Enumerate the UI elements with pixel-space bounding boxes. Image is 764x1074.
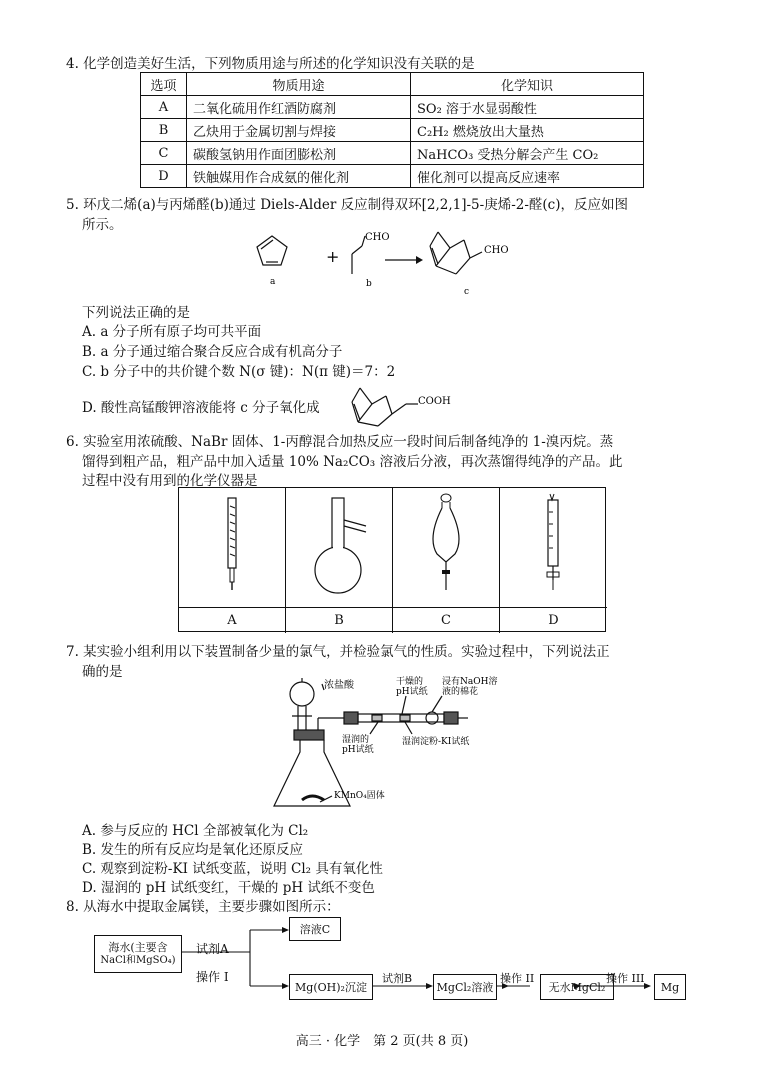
page-footer: 高三 · 化学 第 2 页(共 8 页) [295, 1034, 469, 1049]
label-starch-ki: 湿润淀粉-KI试纸 [402, 737, 470, 747]
instrument-label-a: A [179, 607, 285, 633]
cho-label-c: CHO [484, 245, 509, 256]
separatory-funnel-icon [393, 488, 500, 606]
thermometer-icon [179, 488, 286, 606]
table-cell: NaHCO₃ 受热分解会产生 CO₂ [411, 142, 644, 165]
instrument-cell-d [500, 488, 607, 633]
cooh-label: COOH [418, 396, 451, 407]
instrument-label-b: B [286, 607, 392, 633]
q7-option-a: A. 参与反应的 HCl 全部被氧化为 Cl₂ [82, 823, 309, 839]
table-cell: SO₂ 溶于水显弱酸性 [411, 96, 644, 119]
label-a: a [270, 277, 276, 287]
q5-option-a: A. a 分子所有原子均可共平面 [82, 324, 262, 340]
q5-option-b: B. a 分子通过缩合聚合反应合成有机高分子 [82, 344, 343, 360]
cho-label-b: CHO [365, 232, 390, 243]
table-cell: A [141, 96, 187, 119]
q6-stem-line2: 馏得到粗产品，粗产品中加入适量 10% Na₂CO₃ 溶液后分液，再次蒸馏得纯净的产品。此 [82, 454, 623, 470]
label-dry-ph-1: 干燥的 [396, 677, 424, 687]
label-kmno4: KMnO₄固体 [334, 791, 385, 801]
table-cell: 乙炔用于金属切割与焊接 [187, 119, 411, 142]
q6-stem-line3: 过程中没有用到的化学仪器是 [82, 473, 258, 489]
norbornene-carboxylic-acid-structure [348, 382, 468, 428]
seawater-line2: NaCl和MgSO₄) [100, 955, 176, 966]
table-cell: 铁触媒用作合成氨的催化剂 [187, 165, 411, 188]
mgcl2-solution-box: MgCl₂溶液 [433, 974, 497, 1000]
instrument-label-d: D [500, 607, 607, 633]
anhydrous-mgcl2-box: 无水MgCl₂ [540, 974, 614, 1000]
q5-stem-line2: 所示。 [82, 217, 123, 233]
operation-2-label: 操作 II [500, 972, 535, 985]
q5-option-c: C. b 分子中的共价键个数 N(σ 键)：N(π 键)＝7：2 [82, 364, 396, 380]
label-conc-hcl: 浓盐酸 [324, 680, 354, 691]
solution-c-box: 溶液C [289, 917, 341, 941]
table-cell: C₂H₂ 燃烧放出大量热 [411, 119, 644, 142]
table-header: 化学知识 [411, 73, 644, 96]
table-row [141, 96, 644, 119]
instrument-cell-a [179, 488, 286, 633]
reagent-a-label: 试剂A [196, 942, 229, 956]
chlorine-apparatus-diagram [262, 672, 532, 818]
q7-stem-line2: 确的是 [82, 664, 123, 680]
q6-stem-line1: 6. 实验室用浓硫酸、NaBr 固体、1-丙醇混合加热反应一段时间后制备纯净的 1-溴丙烷。蒸 [66, 434, 614, 450]
q5-option-d: D. 酸性高锰酸钾溶液能将 c 分子氧化成 [82, 400, 320, 416]
table-row [141, 142, 644, 165]
seawater-box [94, 935, 182, 973]
label-wet-ph-2: pH试纸 [342, 745, 374, 755]
mgoh2-box: Mg(OH)₂沉淀 [289, 974, 373, 1000]
instrument-label-c: C [393, 607, 499, 633]
distillation-flask-icon [286, 488, 393, 606]
seawater-line1: 海水(主要含 [108, 941, 168, 954]
label-naoh-2: 液的棉花 [442, 687, 479, 697]
instrument-cell-b [286, 488, 393, 633]
norbornene-aldehyde-structure [430, 232, 482, 274]
q7-option-b: B. 发生的所有反应均是氧化还原反应 [82, 842, 304, 858]
table-header: 选项 [141, 73, 187, 96]
table-header: 物质用途 [187, 73, 411, 96]
reaction-arrow [385, 256, 423, 264]
q8-stem: 8. 从海水中提取金属镁，主要步骤如图所示： [66, 899, 340, 915]
q4-stem: 4. 化学创造美好生活，下列物质用途与所述的化学知识没有关联的是 [66, 56, 475, 72]
label-dry-ph-2: pH试纸 [396, 687, 428, 697]
table-cell: B [141, 119, 187, 142]
instrument-grid [178, 487, 606, 632]
table-row [141, 119, 644, 142]
label-naoh-1: 浸有NaOH溶 [442, 677, 498, 687]
label-c: c [464, 287, 470, 297]
plus-sign: + [326, 247, 340, 266]
table-cell: C [141, 142, 187, 165]
label-wet-ph-1: 湿润的 [342, 735, 370, 745]
table-cell: 催化剂可以提高反应速率 [411, 165, 644, 188]
reagent-b-label: 试剂B [382, 972, 413, 985]
table-header-row [141, 73, 644, 96]
operation-3-label: 操作 III [606, 972, 645, 985]
table-cell: D [141, 165, 187, 188]
q7-option-c: C. 观察到淀粉-KI 试纸变蓝，说明 Cl₂ 具有氧化性 [82, 861, 383, 877]
table-row [141, 165, 644, 188]
q5-stem-line1: 5. 环戊二烯(a)与丙烯醛(b)通过 Diels-Alder 反应制得双环[2,2,1]-5-庚烯-2-醛(c)，反应如图 [66, 197, 629, 213]
q5-question: 下列说法正确的是 [82, 305, 190, 321]
table-cell: 碳酸氢钠用作面团膨松剂 [187, 142, 411, 165]
acrolein-structure [352, 236, 365, 274]
q7-option-d: D. 湿润的 pH 试纸变红，干燥的 pH 试纸不变色 [82, 880, 375, 896]
diels-alder-scheme [250, 226, 530, 298]
burette-icon [500, 488, 607, 606]
table-cell: 二氧化硫用作红酒防腐剂 [187, 96, 411, 119]
operation-1-label: 操作 I [196, 970, 229, 984]
q7-stem-line1: 7. 某实验小组利用以下装置制备少量的氯气，并检验氯气的性质。实验过程中，下列说法正 [66, 644, 610, 660]
label-b: b [366, 279, 372, 289]
cyclopentadiene-structure [257, 236, 287, 265]
instrument-cell-c [393, 488, 500, 633]
mg-box: Mg [654, 974, 686, 1000]
q4-table [140, 72, 644, 188]
